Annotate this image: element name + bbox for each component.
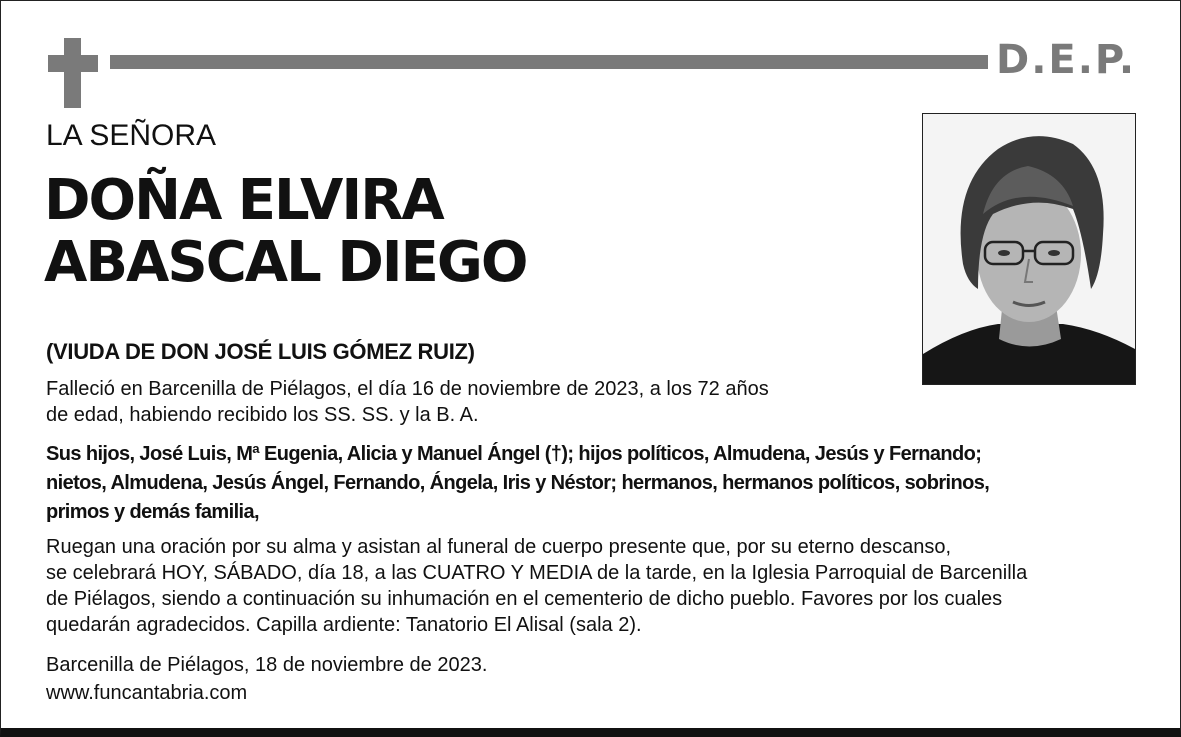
funeral-line-2: se celebrará HOY, SÁBADO, día 18, a las CUATRO Y MEDIA de la tarde, en la Iglesia Parroquial de Barcenilla (46, 562, 1028, 584)
family-paragraph (46, 440, 989, 527)
header-rule (110, 55, 988, 69)
family-line-2: nietos, Almudena, Jesús Ángel, Fernando, Ángela, Iris y Néstor; hermanos, hermanos políticos, sobrinos, (46, 472, 990, 494)
website-link[interactable]: www.funcantabria.com (46, 682, 248, 704)
funeral-line-1: Ruegan una oración por su alma y asistan al funeral de cuerpo presente que, por su eterno descanso, (46, 536, 952, 558)
portrait-photo (922, 113, 1136, 385)
death-line-1: Falleció en Barcenilla de Piélagos, el día 16 de noviembre de 2023, a los 72 años (46, 378, 769, 400)
funeral-line-3: de Piélagos, siendo a continuación su inhumación en el cementerio de dicho pueblo. Favores por los cuales (46, 588, 1003, 610)
funeral-line-4: quedarán agradecidos. Capilla ardiente: Tanatorio El Alisal (sala 2). (46, 614, 642, 636)
dep-label: D.E.P. (996, 37, 1137, 83)
family-line-3: primos y demás familia, (46, 501, 259, 523)
widow-of: (VIUDA DE DON JOSÉ LUIS GÓMEZ RUIZ) (46, 339, 475, 364)
deceased-name (44, 170, 526, 294)
intro-title: LA SEÑORA (46, 119, 217, 152)
death-paragraph (46, 376, 769, 428)
place-date: Barcenilla de Piélagos, 18 de noviembre de 2023. (46, 654, 488, 676)
family-line-1: Sus hijos, José Luis, Mª Eugenia, Alicia y Manuel Ángel (†); hijos políticos, Almudena, Jesús y Fernando; (46, 443, 982, 465)
funeral-paragraph (46, 534, 1027, 638)
death-line-2: de edad, habiendo recibido los SS. SS. y la B. A. (46, 404, 479, 426)
name-line-1: DOÑA ELVIRA (44, 168, 443, 233)
cross-icon (48, 38, 98, 108)
name-line-2: ABASCAL DIEGO (44, 230, 527, 295)
portrait-image (923, 114, 1135, 384)
